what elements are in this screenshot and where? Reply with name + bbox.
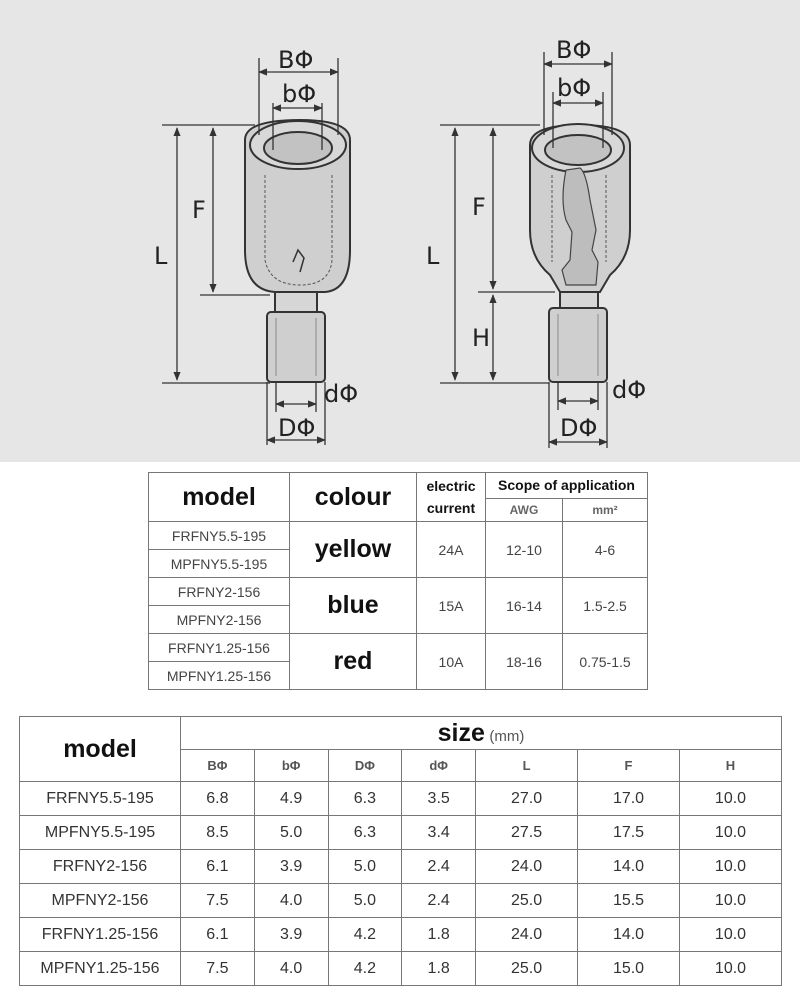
size-model-cell: MPFNY5.5-195: [20, 816, 181, 850]
current-cell: 10A: [417, 634, 486, 690]
size-model-cell: FRFNY1.25-156: [20, 918, 181, 952]
size-value-cell: 10.0: [680, 952, 782, 986]
table-row: [20, 816, 782, 850]
size-value-cell: 2.4: [402, 850, 476, 884]
size-value-cell: 4.0: [254, 952, 328, 986]
dim-D-left: DΦ: [278, 414, 316, 442]
size-column-header: L: [476, 750, 578, 782]
size-title: size: [437, 718, 485, 747]
size-value-cell: 4.0: [254, 884, 328, 918]
size-value-cell: 4.2: [328, 918, 402, 952]
size-value-cell: 25.0: [476, 952, 578, 986]
size-value-cell: 3.9: [254, 850, 328, 884]
size-column-header: H: [680, 750, 782, 782]
size-value-cell: 15.0: [578, 952, 680, 986]
size-value-cell: 3.5: [402, 782, 476, 816]
model-cell: FRFNY5.5-195: [149, 522, 290, 550]
size-column-header: BΦ: [181, 750, 255, 782]
female-terminal-drawing: [245, 120, 350, 382]
size-value-cell: 3.9: [254, 918, 328, 952]
colour-cell: red: [290, 634, 417, 690]
dim-L-right: L: [426, 242, 440, 270]
awg-cell: 12-10: [486, 522, 563, 578]
size-value-cell: 10.0: [680, 918, 782, 952]
size-model-cell: FRFNY5.5-195: [20, 782, 181, 816]
size-value-cell: 27.0: [476, 782, 578, 816]
size-value-cell: 10.0: [680, 782, 782, 816]
size-value-cell: 6.1: [181, 850, 255, 884]
size-value-cell: 1.8: [402, 918, 476, 952]
size-model-cell: MPFNY1.25-156: [20, 952, 181, 986]
table-row: [20, 918, 782, 952]
mm2-header: mm²: [563, 498, 648, 521]
size-value-cell: 5.0: [328, 850, 402, 884]
colour-header: colour: [290, 473, 417, 522]
model-cell: MPFNY2-156: [149, 606, 290, 634]
model-header: model: [149, 473, 290, 522]
size-value-cell: 7.5: [181, 884, 255, 918]
dim-b-right: bΦ: [557, 74, 592, 102]
size-value-cell: 14.0: [578, 850, 680, 884]
size-table: [19, 716, 782, 986]
size-value-cell: 3.4: [402, 816, 476, 850]
size-value-cell: 10.0: [680, 850, 782, 884]
dim-F-left: F: [192, 196, 206, 224]
size-value-cell: 10.0: [680, 884, 782, 918]
size-value-cell: 5.0: [254, 816, 328, 850]
size-unit: (mm): [489, 727, 525, 745]
mm2-cell: 1.5-2.5: [563, 578, 648, 634]
model-cell: FRFNY2-156: [149, 578, 290, 606]
dim-D-right: DΦ: [560, 414, 598, 442]
awg-cell: 18-16: [486, 634, 563, 690]
awg-header: AWG: [486, 498, 563, 521]
size-value-cell: 6.3: [328, 816, 402, 850]
current-header: [417, 473, 486, 522]
awg-cell: 16-14: [486, 578, 563, 634]
dim-H-right: H: [472, 324, 491, 352]
table-row: [149, 522, 648, 550]
dim-d-right: dΦ: [612, 376, 647, 404]
table-row: [20, 884, 782, 918]
table-row: [20, 952, 782, 986]
size-table-body: [20, 782, 782, 986]
size-value-cell: 6.8: [181, 782, 255, 816]
size-model-cell: MPFNY2-156: [20, 884, 181, 918]
scope-header: Scope of application: [486, 473, 648, 499]
current-cell: 15A: [417, 578, 486, 634]
male-terminal-drawing: [530, 124, 630, 382]
size-value-cell: 5.0: [328, 884, 402, 918]
model-cell: MPFNY1.25-156: [149, 662, 290, 690]
size-value-cell: 6.1: [181, 918, 255, 952]
dim-b-left: bΦ: [282, 80, 317, 108]
size-model-header: model: [20, 717, 181, 782]
terminal-drawing: [0, 0, 800, 462]
colour-cell: blue: [290, 578, 417, 634]
size-value-cell: 27.5: [476, 816, 578, 850]
size-value-cell: 10.0: [680, 816, 782, 850]
spec-table: [148, 472, 648, 690]
dim-F-right: F: [472, 193, 486, 221]
model-cell: FRFNY1.25-156: [149, 634, 290, 662]
size-column-header: DΦ: [328, 750, 402, 782]
size-column-header: dΦ: [402, 750, 476, 782]
model-cell: MPFNY5.5-195: [149, 550, 290, 578]
size-value-cell: 17.5: [578, 816, 680, 850]
mm2-cell: 4-6: [563, 522, 648, 578]
size-value-cell: 7.5: [181, 952, 255, 986]
dim-d-left: dΦ: [324, 380, 359, 408]
size-value-cell: 4.9: [254, 782, 328, 816]
size-value-cell: 2.4: [402, 884, 476, 918]
size-value-cell: 1.8: [402, 952, 476, 986]
mm2-cell: 0.75-1.5: [563, 634, 648, 690]
size-header: [181, 717, 782, 750]
size-value-cell: 6.3: [328, 782, 402, 816]
size-column-header: bΦ: [254, 750, 328, 782]
size-value-cell: 8.5: [181, 816, 255, 850]
size-column-header: F: [578, 750, 680, 782]
colour-cell: yellow: [290, 522, 417, 578]
size-value-cell: 14.0: [578, 918, 680, 952]
table-row: [149, 634, 648, 662]
size-value-cell: 15.5: [578, 884, 680, 918]
size-value-cell: 24.0: [476, 918, 578, 952]
size-value-cell: 4.2: [328, 952, 402, 986]
dim-L-left: L: [154, 242, 168, 270]
current-cell: 24A: [417, 522, 486, 578]
current-header-line1: electric: [426, 478, 476, 494]
table-row: [149, 578, 648, 606]
dim-B-left: BΦ: [278, 46, 314, 74]
size-value-cell: 24.0: [476, 850, 578, 884]
table-row: [20, 850, 782, 884]
size-value-cell: 17.0: [578, 782, 680, 816]
current-header-line2: current: [426, 500, 476, 516]
size-value-cell: 25.0: [476, 884, 578, 918]
size-model-cell: FRFNY2-156: [20, 850, 181, 884]
dim-B-right: BΦ: [556, 36, 592, 64]
table-row: [20, 782, 782, 816]
